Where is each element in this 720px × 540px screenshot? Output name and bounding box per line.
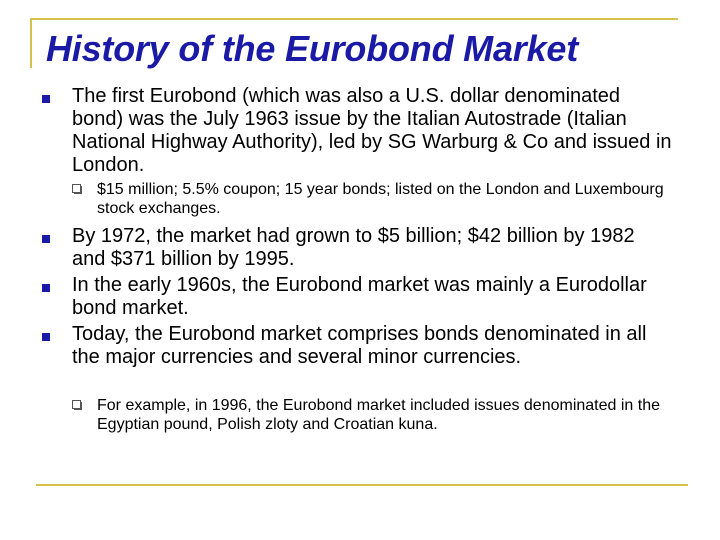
sub-bullet-text-2: For example, in 1996, the Eurobond market included issues denominated in the Egyptian pound, Polish zloty and Croatian kuna. — [97, 397, 661, 433]
square-bullet-icon — [42, 333, 50, 341]
square-bullet-icon — [42, 95, 50, 103]
frame-top-rule — [30, 18, 678, 20]
bullet-text-3: In the early 1960s, the Eurobond market was mainly a Eurodollar bond market. — [72, 274, 647, 319]
frame-bottom-rule — [36, 484, 688, 486]
square-bullet-icon — [42, 284, 50, 292]
sub-bullet-text-1: $15 million; 5.5% coupon; 15 year bonds; listed on the London and Luxembourg stock exchanges. — [97, 181, 664, 217]
bullet-text-4: Today, the Eurobond market comprises bonds denominated in all the major currencies and several minor currencies. — [72, 323, 647, 368]
bullet-text-2: By 1972, the market had grown to $5 billion; $42 billion by 1982 and $371 billion by 1995. — [72, 225, 635, 270]
bullet-text-1: The first Eurobond (which was also a U.S. dollar denominated bond) was the July 1963 issue by the Italian Autostrade (Italian National Highway Authority), led by SG Warburg & Co and issued in London. — [72, 85, 672, 176]
frame-left-rule — [30, 18, 32, 68]
square-bullet-icon — [42, 235, 50, 243]
slide-title: History of the Eurobond Market — [46, 28, 579, 69]
hollow-square-bullet-icon — [72, 400, 81, 409]
hollow-square-bullet-icon — [72, 184, 81, 193]
